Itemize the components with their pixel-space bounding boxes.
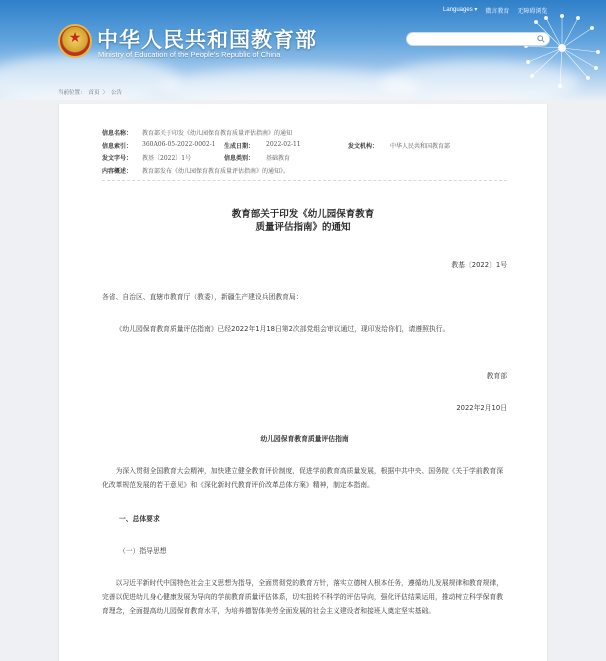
section-heading: 一、总体要求 bbox=[119, 515, 160, 523]
meta-value: 基础教育 bbox=[266, 155, 291, 162]
meta-label: 信息名称： bbox=[102, 130, 133, 137]
search-icon[interactable] bbox=[537, 35, 545, 43]
document-title bbox=[59, 208, 547, 234]
meta-label: 生成日期： bbox=[224, 142, 255, 150]
paragraph: 《幼儿园保育教育质量评估指南》已经2022年1月18日第2次部党组会审议通过，现印发给你们，请遵照执行。 bbox=[115, 325, 450, 333]
subsection-heading: （一）指导思想 bbox=[119, 547, 167, 555]
languages-label: Languages bbox=[443, 7, 473, 13]
meta-value: 教基〔2022〕1号 bbox=[142, 155, 192, 162]
breadcrumb-label: 当前位置： bbox=[58, 90, 86, 96]
breadcrumb bbox=[58, 88, 122, 96]
chevron-down-icon: ▾ bbox=[474, 7, 478, 13]
addressee: 各省、自治区、直辖市教育厅（教委），新疆生产建设兵团教育局： bbox=[102, 293, 303, 301]
dandelion-decoration bbox=[512, 8, 602, 98]
meta-label: 信息索引： bbox=[102, 142, 133, 150]
document-number: 教基〔2022〕1号 bbox=[451, 261, 507, 269]
meta-value: 教育部关于印发《幼儿园保育教育质量评估指南》的通知 bbox=[142, 130, 293, 137]
meta-table bbox=[102, 128, 512, 178]
meta-row bbox=[102, 153, 512, 166]
meta-label: 内容概述： bbox=[102, 167, 133, 175]
divider bbox=[102, 180, 507, 181]
nav-link-accessibility[interactable]: 无障碍浏览 bbox=[517, 9, 548, 15]
search-input[interactable] bbox=[406, 32, 550, 46]
sign-date: 2022年2月10日 bbox=[456, 404, 507, 412]
title-line: 质量评估指南》的通知 bbox=[255, 222, 351, 233]
meta-value: 360A06-05-2022-0002-1 bbox=[142, 140, 216, 148]
meta-row bbox=[102, 128, 512, 141]
article-container bbox=[58, 104, 548, 661]
meta-value: 教育部发布《幼儿园保育教育质量评估指南》的通知》。 bbox=[142, 167, 290, 175]
meta-row bbox=[102, 166, 512, 179]
section-subtitle: 幼儿园保育教育质量评估指南 bbox=[260, 435, 349, 443]
signer: 教育部 bbox=[486, 372, 507, 380]
meta-label: 信息类别： bbox=[224, 155, 255, 162]
title-line: 教育部关于印发《幼儿园保育教育 bbox=[231, 209, 375, 220]
paragraph: 为深入贯彻全国教育大会精神，加快建立健全教育评价制度，促进学前教育高质量发展，根据中共中央、国务院《关于学前教育深化改革规范发展的若干意见》和《深化新时代教育评价改革总体方案》精神，制定本指南。 bbox=[102, 467, 504, 489]
meta-value: 2022-02-11 bbox=[266, 140, 301, 148]
site-subtitle: Ministry of Education of the People's Republic of China bbox=[98, 50, 281, 59]
national-emblem-icon[interactable] bbox=[58, 24, 92, 58]
meta-value: 中华人民共和国教育部 bbox=[390, 142, 451, 150]
site-title[interactable]: 中华人民共和国教育部 bbox=[97, 28, 317, 52]
breadcrumb-current[interactable]: 公告 bbox=[111, 90, 123, 96]
breadcrumb-separator: 〉 bbox=[102, 90, 109, 96]
meta-label: 发文字号： bbox=[102, 155, 133, 162]
site-header bbox=[0, 0, 606, 100]
nav-link-weiyan[interactable]: 微言教育 bbox=[485, 9, 510, 15]
meta-label: 发文机构： bbox=[348, 142, 379, 150]
breadcrumb-home[interactable]: 首页 bbox=[88, 90, 100, 96]
languages-menu[interactable] bbox=[443, 6, 477, 15]
meta-row bbox=[102, 141, 512, 154]
paragraph: 以习近平新时代中国特色社会主义思想为指导，全面贯彻党的教育方针，落实立德树人根本任务，遵循幼儿发展规律和教育规律，完善以促进幼儿身心健康发展为导向的学前教育质量评估体系，切实扭转不科学的评估导向，强化评估结果运用，推动树立科学保育教育理念，全面提高幼儿园保育教育水平，为培养德智体美劳全面发展的社会主义建设者和接班人奠定坚实基础。 bbox=[102, 579, 504, 615]
top-nav bbox=[443, 6, 547, 15]
